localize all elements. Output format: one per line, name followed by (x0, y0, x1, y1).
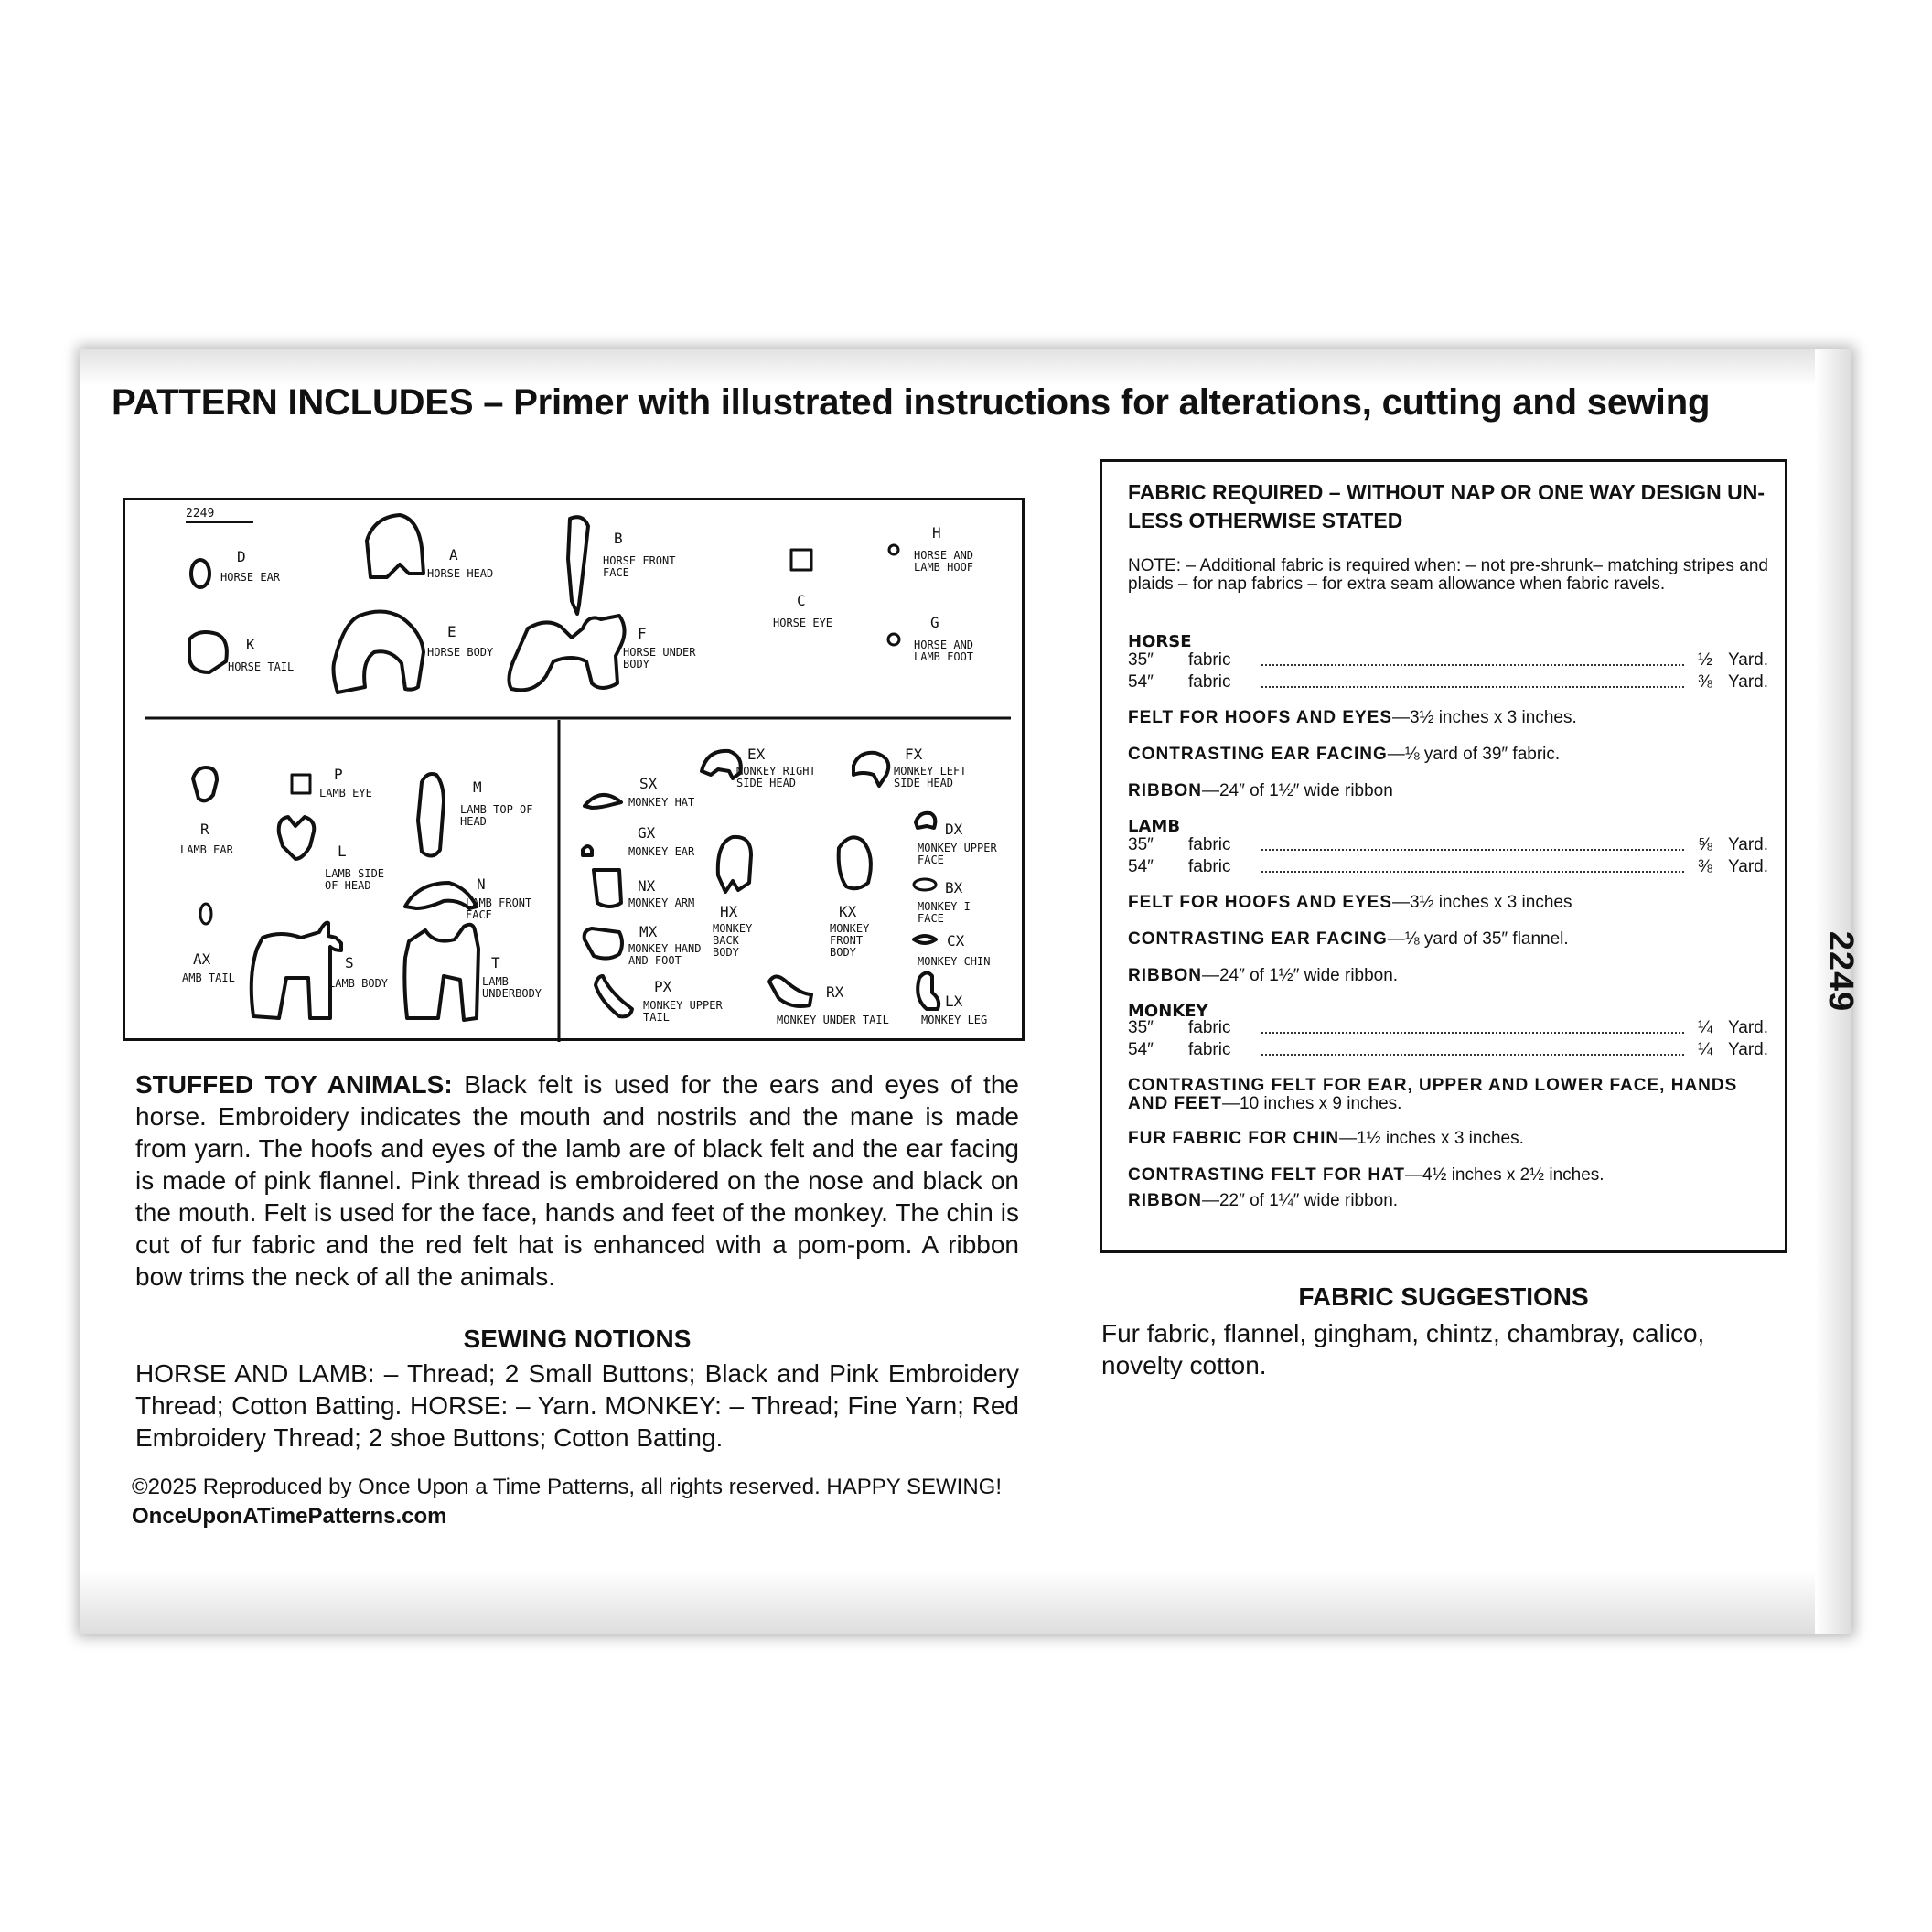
piece-f-shape (509, 616, 624, 690)
row-yard-label: Yard. (1727, 835, 1768, 854)
piece-fx-label: MONKEY LEFT SIDE HEAD (894, 765, 967, 789)
piece-c-label: HORSE EYE (773, 617, 833, 629)
piece-lx-shape (918, 972, 939, 1009)
piece-t-letter: T (491, 954, 500, 971)
monkey-row-54 (1128, 1040, 1768, 1060)
piece-lx-letter: LX (945, 993, 963, 1010)
piece-b-label: HORSE FRONT FACE (603, 554, 676, 579)
piece-b-letter: B (614, 530, 623, 547)
piece-px-shape (596, 976, 632, 1016)
piece-dx-label: MONKEY UPPER FACE (918, 842, 997, 866)
monkey-hat-text: —4½ inches x 2½ inches. (1405, 1165, 1605, 1185)
horse-ear-line (1128, 746, 1787, 764)
row-width: 54″ (1128, 672, 1154, 692)
horse-felt-text: —3½ inches x 3 inches. (1392, 708, 1577, 727)
monkey-fur-line (1128, 1130, 1787, 1148)
piece-p-shape (292, 775, 310, 793)
piece-hx-shape (718, 837, 751, 892)
row-yard-label: Yard. (1727, 650, 1768, 670)
piece-kx-label: MONKEY FRONT BODY (830, 922, 870, 959)
piece-rx-letter: RX (826, 983, 844, 1001)
monkey-felt-caption: CONTRASTING FELT FOR EAR, UPPER AND LOWER FACE, HANDS AND FEET (1128, 1076, 1738, 1113)
monkey-row-35 (1128, 1018, 1768, 1038)
piece-fx-shape (853, 753, 888, 786)
piece-d-letter: D (237, 548, 246, 565)
lamb-felt-text: —3½ inches x 3 inches (1392, 893, 1572, 912)
row-fabric-label: fabric (1188, 672, 1231, 692)
piece-gx-label: MONKEY EAR (628, 845, 695, 858)
row-amount: ¼ (1698, 1018, 1712, 1037)
piece-rx-label: MONKEY UNDER TAIL (777, 1014, 889, 1026)
piece-m-shape (418, 774, 444, 856)
fabric-suggestions-heading: FABRIC SUGGESTIONS (1298, 1283, 1589, 1311)
piece-ax-label: AMB TAIL (182, 971, 235, 984)
piece-p-label: LAMB EYE (319, 787, 372, 800)
pattern-pieces-diagram (123, 498, 1025, 1041)
piece-cx-letter: CX (947, 932, 965, 950)
piece-hx-letter: HX (720, 903, 738, 920)
piece-dx-shape (916, 813, 935, 828)
lamb-row-54 (1128, 857, 1768, 877)
row-yard-label: Yard. (1727, 857, 1768, 876)
pieces-pattern-number: 2249 (186, 507, 215, 521)
piece-m-letter: M (473, 778, 482, 796)
piece-c-letter: C (797, 592, 806, 609)
piece-p-letter: P (334, 766, 343, 783)
horse-ribbon-caption: RIBBON (1128, 781, 1202, 800)
horse-ear-caption: CONTRASTING EAR FACING (1128, 745, 1388, 764)
piece-sx-letter: SX (639, 775, 658, 792)
monkey-ribbon-caption: RIBBON (1128, 1191, 1202, 1210)
piece-ax-shape (200, 904, 211, 924)
card-shading (80, 349, 1852, 386)
piece-s-label: LAMB BODY (328, 977, 389, 990)
sewing-notions-text: HORSE AND LAMB: – Thread; 2 Small Buttons; Black and Pink Embroidery Thread; Cotton Batting. HORSE: – Yarn. MONKEY: – Thread; Fine Yarn; Red Embroidery Thread; 2 shoe Buttons; Cotton Batting. (135, 1359, 1019, 1452)
horse-heading: HORSE (1128, 632, 1192, 651)
row-fabric-label: fabric (1188, 650, 1231, 670)
piece-s-letter: S (345, 954, 354, 971)
piece-f-letter: F (638, 625, 647, 642)
leader-dots (1261, 686, 1684, 688)
leader-dots (1261, 1054, 1684, 1056)
fabric-required-box (1100, 459, 1787, 1253)
monkey-hat-line (1128, 1166, 1787, 1185)
piece-e-label: HORSE BODY (427, 646, 494, 659)
piece-a-shape (367, 515, 424, 577)
piece-bx-shape (914, 879, 936, 890)
piece-t-label: LAMB UNDERBODY (482, 975, 542, 1000)
horse-row-35 (1128, 650, 1768, 671)
monkey-ribbon-text: —22″ of 1¼″ wide ribbon. (1201, 1191, 1399, 1210)
piece-g-letter: G (930, 614, 939, 631)
piece-kx-shape (839, 837, 871, 888)
piece-mx-letter: MX (639, 923, 658, 940)
card-shading (80, 1570, 1852, 1634)
piece-ax-letter: AX (193, 950, 211, 968)
piece-n-letter: N (477, 875, 486, 893)
piece-nx-letter: NX (638, 877, 656, 895)
row-width: 35″ (1128, 835, 1154, 854)
piece-fx-letter: FX (905, 746, 923, 763)
piece-r-letter: R (200, 821, 209, 838)
leader-dots (1261, 664, 1684, 666)
leader-dots (1261, 849, 1684, 851)
row-amount: ½ (1698, 650, 1712, 670)
piece-h-letter: H (932, 524, 941, 542)
piece-cx-shape (914, 936, 936, 943)
row-fabric-label: fabric (1188, 835, 1231, 854)
fabric-note: NOTE: – Additional fabric is required when: – not pre-shrunk– matching stripes and plaids – for nap fabrics – for extra seam allowance when fabric ravels. (1128, 556, 1768, 594)
piece-a-label: HORSE HEAD (427, 567, 494, 580)
lamb-ribbon-text: —24″ of 1½″ wide ribbon. (1201, 966, 1399, 985)
piece-cx-label: MONKEY CHIN (918, 955, 991, 968)
lamb-ribbon-caption: RIBBON (1128, 966, 1202, 985)
piece-ex-shape (702, 751, 741, 778)
piece-k-letter: K (246, 636, 255, 653)
row-yard-label: Yard. (1727, 1018, 1768, 1037)
row-fabric-label: fabric (1188, 1018, 1231, 1037)
piece-d-shape (191, 560, 209, 587)
description-text: Black felt is used for the ears and eyes of the horse. Embroidery indicates the mouth and nostrils and the mane is made from yarn. The hoofs and eyes of the lamb are of black felt and the ear facing is made of pink flannel. Pink thread is embroidered on the nose and black on the mouth. Felt is used for the face, hands and feet of the monkey. The chin is cut of fur fabric and the red felt hat is enhanced with a pom-pom. A ribbon bow trims the neck of all the animals. (135, 1070, 1019, 1291)
row-yard-label: Yard. (1727, 1040, 1768, 1059)
horse-ribbon-text: —24″ of 1½″ wide ribbon (1201, 781, 1393, 800)
description-paragraph (135, 1068, 1019, 1293)
fabric-required-heading: FABRIC REQUIRED – WITHOUT NAP OR ONE WAY DESIGN UN-LESS OTHERWISE STATED (1128, 480, 1766, 532)
row-yard-label: Yard. (1727, 672, 1768, 692)
lamb-ribbon-line (1128, 967, 1787, 985)
copyright-notice: ©2025 Reproduced by Once Upon a Time Patterns, all rights reserved. HAPPY SEWING! (132, 1475, 1003, 1499)
piece-ex-label: MONKEY RIGHT SIDE HEAD (736, 765, 816, 789)
leader-dots (1261, 871, 1684, 873)
horse-felt-caption: FELT FOR HOOFS AND EYES (1128, 708, 1393, 727)
row-amount: ⅝ (1698, 835, 1712, 854)
piece-d-label: HORSE EAR (220, 571, 281, 584)
lamb-row-35 (1128, 835, 1768, 855)
piece-e-letter: E (447, 623, 456, 640)
monkey-felt-text: —10 inches x 9 inches. (1222, 1094, 1402, 1113)
lamb-felt-line (1128, 894, 1787, 912)
piece-mx-shape (585, 928, 622, 959)
row-amount: ⅜ (1698, 672, 1712, 692)
piece-c-shape (791, 550, 811, 570)
piece-l-label: LAMB SIDE OF HEAD (325, 867, 385, 892)
piece-s-shape (252, 923, 341, 1018)
fabric-suggestions-text: Fur fabric, flannel, gingham, chintz, chambray, calico, novelty cotton. (1101, 1319, 1705, 1379)
row-fabric-label: fabric (1188, 857, 1231, 876)
piece-rx-shape (769, 976, 811, 1006)
piece-bx-label: MONKEY I FACE (918, 900, 971, 925)
piece-e-shape (334, 611, 424, 692)
website-url: OnceUponATimePatterns.com (132, 1504, 447, 1529)
piece-gx-shape (583, 846, 592, 855)
piece-bx-letter: BX (945, 879, 963, 896)
piece-m-label: LAMB TOP OF HEAD (460, 803, 533, 828)
piece-px-label: MONKEY UPPER TAIL (643, 999, 723, 1024)
monkey-fur-caption: FUR FABRIC FOR CHIN (1128, 1129, 1340, 1148)
piece-dx-letter: DX (945, 821, 963, 838)
row-width: 35″ (1128, 1018, 1154, 1037)
piece-nx-label: MONKEY ARM (628, 896, 695, 909)
piece-g-shape (888, 634, 899, 645)
horse-ear-text: —⅛ yard of 39″ fabric. (1387, 745, 1561, 764)
monkey-hat-caption: CONTRASTING FELT FOR HAT (1128, 1165, 1405, 1185)
piece-n-label: LAMB FRONT FACE (466, 896, 532, 921)
piece-ex-letter: EX (747, 746, 766, 763)
row-amount: ¼ (1698, 1040, 1712, 1059)
lamb-heading: LAMB (1128, 817, 1181, 836)
horse-felt-line (1128, 709, 1787, 727)
piece-hx-label: MONKEY BACK BODY (713, 922, 753, 959)
piece-f-label: HORSE UNDER BODY (623, 646, 696, 671)
piece-b-shape (568, 517, 588, 614)
lamb-felt-caption: FELT FOR HOOFS AND EYES (1128, 893, 1393, 912)
piece-h-label: HORSE AND LAMB HOOF (914, 549, 974, 574)
piece-h-shape (889, 545, 898, 554)
page-title: PATTERN INCLUDES – Primer with illustrated instructions for alterations, cutting and sewing (112, 382, 1711, 423)
sewing-notions-heading: SEWING NOTIONS (463, 1325, 692, 1353)
row-fabric-label: fabric (1188, 1040, 1231, 1059)
piece-k-shape (189, 632, 227, 672)
piece-a-letter: A (449, 546, 458, 564)
piece-sx-shape (585, 795, 621, 808)
horse-ribbon-line (1128, 782, 1787, 800)
row-width: 54″ (1128, 1040, 1154, 1059)
piece-t-shape (404, 925, 478, 1020)
row-width: 54″ (1128, 857, 1154, 876)
piece-lx-label: MONKEY LEG (921, 1014, 988, 1026)
piece-g-label: HORSE AND LAMB FOOT (914, 639, 974, 663)
lamb-ear-text: —⅛ yard of 35″ flannel. (1387, 929, 1569, 949)
monkey-felt-line (1128, 1077, 1768, 1113)
description-lead: STUFFED TOY ANIMALS: (135, 1070, 453, 1099)
horse-row-54 (1128, 672, 1768, 692)
piece-sx-label: MONKEY HAT (628, 796, 695, 809)
piece-mx-label: MONKEY HAND AND FOOT (628, 942, 702, 967)
piece-kx-letter: KX (839, 903, 857, 920)
monkey-ribbon-line (1128, 1192, 1787, 1210)
piece-l-shape (279, 817, 315, 859)
lamb-ear-caption: CONTRASTING EAR FACING (1128, 929, 1388, 949)
piece-l-letter: L (338, 843, 347, 860)
piece-nx-shape (594, 870, 621, 907)
row-width: 35″ (1128, 650, 1154, 670)
lamb-ear-line (1128, 930, 1787, 949)
leader-dots (1261, 1032, 1684, 1034)
side-pattern-number: 2249 (1821, 930, 1860, 1013)
piece-k-label: HORSE TAIL (228, 660, 295, 673)
piece-r-shape (193, 767, 217, 800)
piece-r-label: LAMB EAR (180, 843, 233, 856)
piece-gx-letter: GX (638, 824, 656, 842)
monkey-fur-text: —1½ inches x 3 inches. (1339, 1129, 1524, 1148)
monkey-heading: MONKEY (1128, 1002, 1208, 1021)
piece-px-letter: PX (654, 978, 672, 995)
row-amount: ⅜ (1698, 857, 1712, 876)
